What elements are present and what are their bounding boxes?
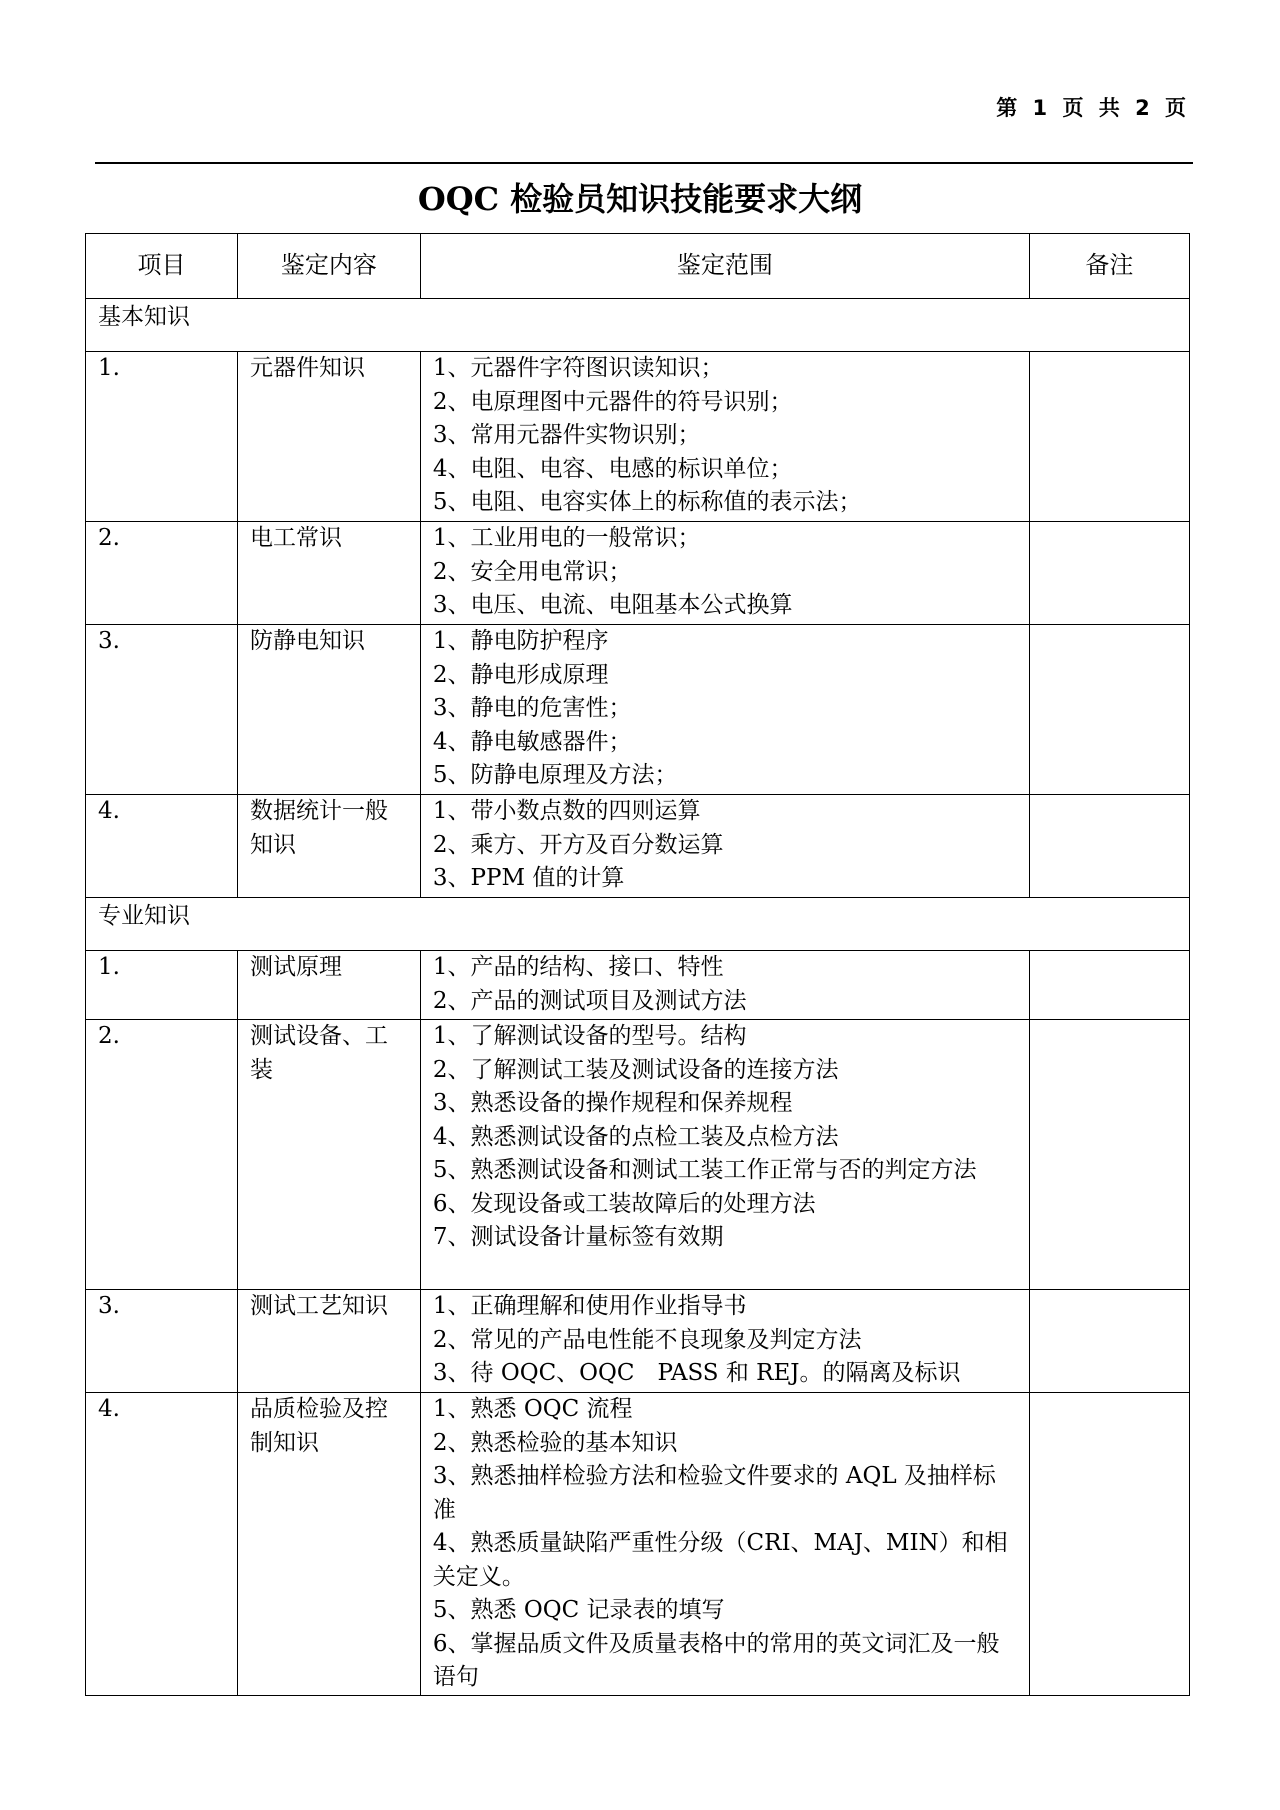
row-number: 1. (86, 951, 238, 1020)
row-note (1029, 352, 1189, 522)
range-line: 5、电阻、电容实体上的标称值的表示法； (432, 489, 862, 515)
table-header-row (86, 234, 1190, 299)
row-range (420, 522, 1029, 625)
table-row (86, 522, 1190, 625)
range-line: 1、了解测试设备的型号。结构 (432, 1023, 747, 1049)
range-line: 2、常见的产品电性能不良现象及判定方法 (432, 1326, 862, 1353)
range-line: 5、熟悉 OQC 记录表的填写 (432, 1597, 725, 1623)
range-line: 7、测试设备计量标签有效期 (432, 1224, 724, 1250)
range-line: 2、产品的测试项目及测试方法 (432, 987, 747, 1014)
range-line: 1、元器件字符图识读知识； (432, 355, 724, 381)
syllabus-table (85, 233, 1190, 1696)
header-note: 备注 (1029, 234, 1189, 299)
row-note (1029, 522, 1189, 625)
row-range (420, 1290, 1029, 1393)
range-line: 3、静电的危害性； (432, 695, 632, 721)
range-line: 2、熟悉检验的基本知识 (432, 1429, 678, 1456)
row-number: 2. (86, 522, 238, 625)
row-number: 3. (86, 1290, 238, 1393)
table-row (86, 1393, 1190, 1696)
document-title: OQC 检验员知识技能要求大纲 (417, 180, 863, 218)
row-content: 元器件知识 (237, 352, 420, 522)
range-line: 4、熟悉质量缺陷严重性分级（CRI、MAJ、MIN）和相关定义。 (432, 1530, 1008, 1590)
range-line: 1、工业用电的一般常识； (432, 525, 701, 551)
row-content: 品质检验及控制知识 (237, 1393, 420, 1696)
header-range: 鉴定范围 (420, 234, 1029, 299)
range-line: 4、熟悉测试设备的点检工装及点检方法 (432, 1123, 839, 1150)
range-line: 1、熟悉 OQC 流程 (432, 1396, 633, 1422)
row-number: 1. (86, 352, 238, 522)
row-note (1029, 1020, 1189, 1290)
row-number: 4. (86, 1393, 238, 1696)
header-item: 项目 (86, 234, 238, 299)
section-title: 专业知识 (86, 898, 1190, 951)
row-number: 3. (86, 625, 238, 795)
range-line: 1、带小数点数的四则运算 (432, 798, 701, 824)
header-rule (95, 162, 1193, 164)
range-line: 2、乘方、开方及百分数运算 (432, 831, 724, 858)
range-line: 3、电压、电流、电阻基本公式换算 (432, 592, 793, 618)
table-row (86, 625, 1190, 795)
range-line: 4、电阻、电容、电感的标识单位； (432, 455, 793, 482)
range-line: 2、了解测试工装及测试设备的连接方法 (432, 1056, 839, 1083)
range-line: 1、静电防护程序 (432, 628, 609, 654)
table-row (86, 1290, 1190, 1393)
row-content: 测试原理 (237, 951, 420, 1020)
range-line: 2、安全用电常识； (432, 558, 632, 585)
page-number: 第 1 页 共 2 页 (996, 96, 1190, 120)
row-content: 防静电知识 (237, 625, 420, 795)
table-row (86, 1020, 1190, 1290)
row-note (1029, 951, 1189, 1020)
row-range (420, 795, 1029, 898)
row-content: 测试设备、工装 (237, 1020, 420, 1290)
table-row (86, 795, 1190, 898)
range-line: 2、静电形成原理 (432, 661, 609, 688)
range-line: 3、常用元器件实物识别； (432, 422, 701, 448)
range-line: 1、产品的结构、接口、特性 (432, 954, 724, 980)
row-content: 电工常识 (237, 522, 420, 625)
row-note (1029, 1393, 1189, 1696)
row-range (420, 1393, 1029, 1696)
range-line: 5、防静电原理及方法； (432, 762, 678, 788)
row-range (420, 951, 1029, 1020)
row-content: 数据统计一般知识 (237, 795, 420, 898)
row-note (1029, 795, 1189, 898)
table-row (86, 951, 1190, 1020)
table-row (86, 352, 1190, 522)
section-row (86, 299, 1190, 352)
row-note (1029, 1290, 1189, 1393)
row-range (420, 352, 1029, 522)
row-number: 2. (86, 1020, 238, 1290)
range-line: 3、待 OQC、OQC PASS 和 REJ。的隔离及标识 (432, 1360, 961, 1386)
header-content: 鉴定内容 (237, 234, 420, 299)
range-line: 5、熟悉测试设备和测试工装工作正常与否的判定方法 (432, 1157, 977, 1183)
range-line: 3、PPM 值的计算 (432, 865, 625, 891)
range-line: 6、掌握品质文件及质量表格中的常用的英文词汇及一般语句 (432, 1630, 1000, 1690)
row-range (420, 625, 1029, 795)
range-line: 6、发现设备或工装故障后的处理方法 (432, 1190, 816, 1217)
section-row (86, 898, 1190, 951)
range-line: 3、熟悉抽样检验方法和检验文件要求的 AQL 及抽样标准 (432, 1463, 996, 1523)
range-line: 1、正确理解和使用作业指导书 (432, 1293, 747, 1319)
row-content: 测试工艺知识 (237, 1290, 420, 1393)
row-note (1029, 625, 1189, 795)
range-line: 4、静电敏感器件； (432, 728, 632, 755)
section-title: 基本知识 (86, 299, 1190, 352)
row-number: 4. (86, 795, 238, 898)
row-range (420, 1020, 1029, 1290)
range-line: 2、电原理图中元器件的符号识别； (432, 388, 793, 415)
range-line: 3、熟悉设备的操作规程和保养规程 (432, 1090, 793, 1116)
